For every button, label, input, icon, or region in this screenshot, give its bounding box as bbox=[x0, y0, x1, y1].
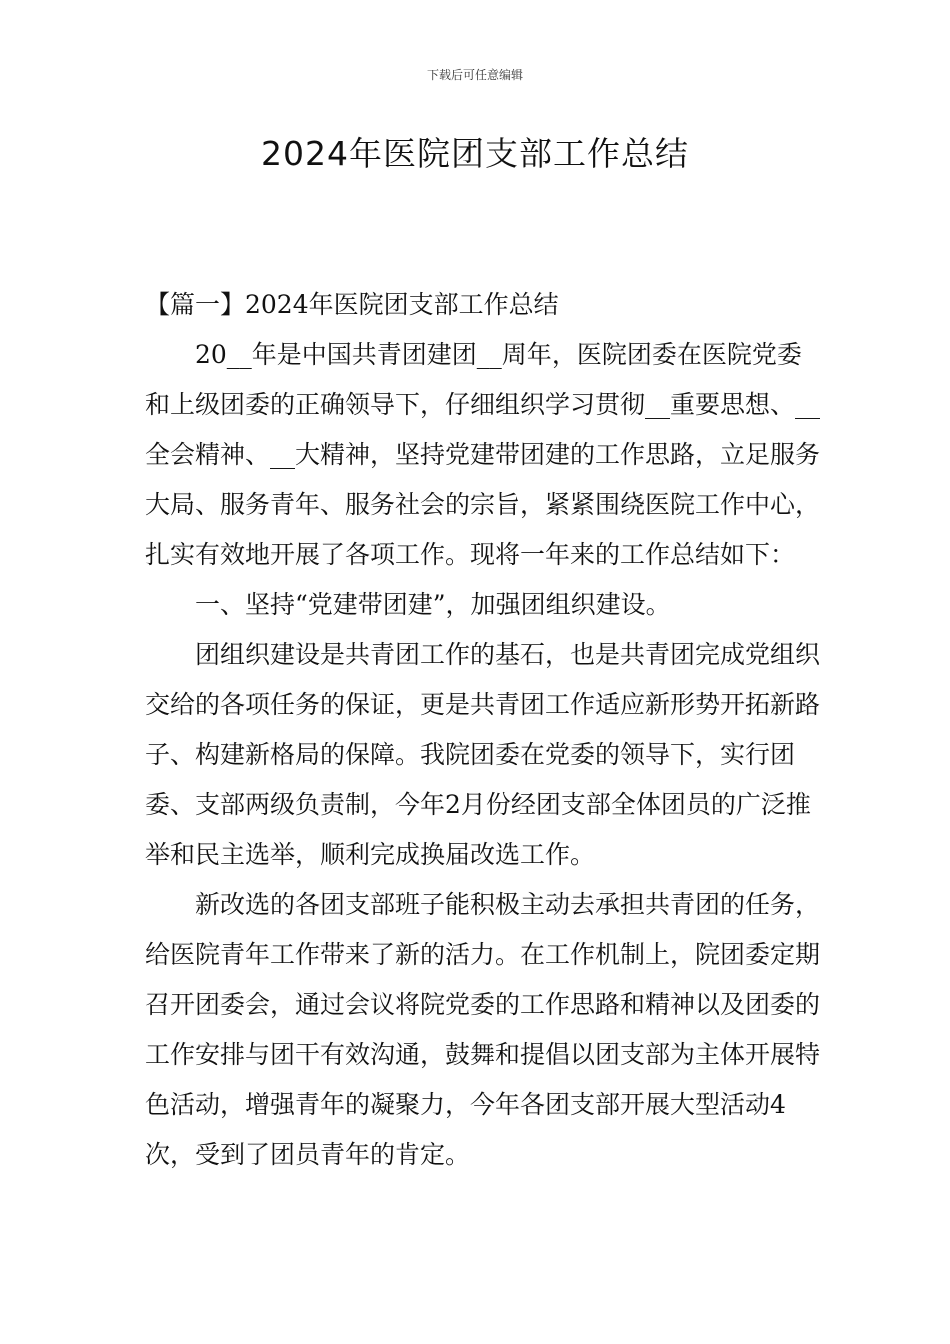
document-title: 2024年医院团支部工作总结 bbox=[261, 134, 689, 173]
paragraph-new-branch: 新改选的各团支部班子能积极主动去承担共青团的任务，给医院青年工作带来了新的活力。在工作机制上，院团委定期召开团委会，通过会议将院党委的工作思路和精神以及团委的工作安排与团干有效沟通，鼓舞和提倡以团支部为主体开展特色活动，增强青年的凝聚力，今年各团支部开展大型活动4次，受到了团员青年的肯定。 bbox=[145, 890, 821, 1169]
paragraph-intro: 20__年是中国共青团建团__周年，医院团委在医院党委和上级团委的正确领导下，仔细组织学习贯彻__重要思想、__全会精神、__大精神，坚持党建带团建的工作思路，立足服务大局、服务青年、服务社会的宗旨，紧紧围绕医院工作中心，扎实有效地开展了各项工作。现将一年来的工作总结如下： bbox=[145, 340, 821, 569]
paragraph-org-building: 团组织建设是共青团工作的基石，也是共青团完成党组织交给的各项任务的保证，更是共青团工作适应新形势开拓新路子、构建新格局的保障。我院团委在党委的领导下，实行团委、支部两级负责制，今年2月份经团支部全体团员的广泛推举和民主选举，顺利完成换届改选工作。 bbox=[145, 640, 821, 869]
section-heading: 【篇一】2024年医院团支部工作总结 bbox=[145, 290, 559, 319]
header-note: 下载后可任意编辑 bbox=[426, 68, 523, 82]
paragraph-subheading-1: 一、坚持“党建带团建”，加强团组织建设。 bbox=[195, 590, 671, 619]
document-body bbox=[145, 280, 825, 1180]
